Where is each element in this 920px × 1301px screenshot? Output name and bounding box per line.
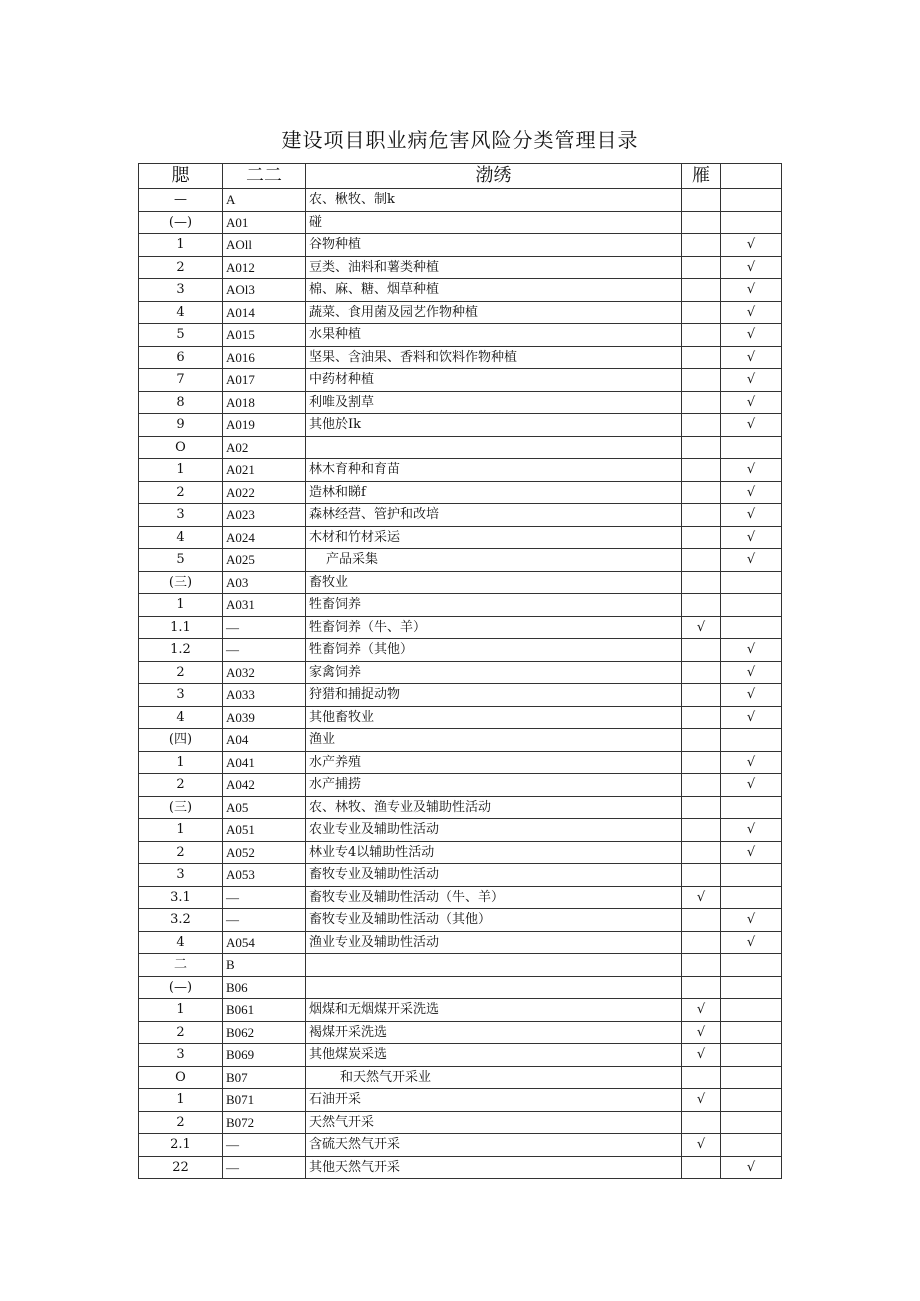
- row-severe-mark: [682, 301, 721, 324]
- row-no: 4: [139, 301, 223, 324]
- row-no: 4: [139, 931, 223, 954]
- row-name: 利唯及割草: [306, 391, 682, 414]
- row-severe-mark: √: [682, 1089, 721, 1112]
- row-severe-mark: √: [682, 1134, 721, 1157]
- row-severe-mark: [682, 279, 721, 302]
- table-row: [139, 391, 782, 414]
- row-code: A012: [223, 256, 306, 279]
- row-code: B061: [223, 999, 306, 1022]
- table-row: [139, 346, 782, 369]
- row-code: A032: [223, 661, 306, 684]
- row-general-mark: √: [721, 459, 782, 482]
- row-general-mark: [721, 999, 782, 1022]
- table-header-row: [139, 164, 782, 189]
- row-severe-mark: [682, 774, 721, 797]
- row-severe-mark: √: [682, 886, 721, 909]
- row-general-mark: [721, 886, 782, 909]
- row-no: 2: [139, 774, 223, 797]
- table-row: [139, 504, 782, 527]
- row-name: 水果种植: [306, 324, 682, 347]
- row-no: —: [139, 189, 223, 212]
- table-row: [139, 886, 782, 909]
- table-row: [139, 324, 782, 347]
- row-code: A022: [223, 481, 306, 504]
- row-general-mark: √: [721, 841, 782, 864]
- row-code: A021: [223, 459, 306, 482]
- row-code: A015: [223, 324, 306, 347]
- row-name: 其他畜牧业: [306, 706, 682, 729]
- table-row: [139, 549, 782, 572]
- row-code: A01: [223, 211, 306, 234]
- row-no: 22: [139, 1156, 223, 1179]
- row-general-mark: [721, 616, 782, 639]
- row-general-mark: [721, 954, 782, 977]
- row-code: B072: [223, 1111, 306, 1134]
- row-general-mark: √: [721, 1156, 782, 1179]
- row-name: 和天然气开采业: [306, 1066, 682, 1089]
- row-name: 石油开采: [306, 1089, 682, 1112]
- row-code: —: [223, 1134, 306, 1157]
- table-row: [139, 279, 782, 302]
- table-row: [139, 729, 782, 752]
- row-general-mark: [721, 796, 782, 819]
- table-row: [139, 481, 782, 504]
- row-name: 水产养殖: [306, 751, 682, 774]
- header-no: 腮: [139, 164, 223, 189]
- row-general-mark: √: [721, 301, 782, 324]
- header-severe: 雁: [682, 164, 721, 189]
- row-severe-mark: [682, 436, 721, 459]
- row-name: [306, 976, 682, 999]
- table-row: [139, 414, 782, 437]
- row-code: —: [223, 616, 306, 639]
- table-row: [139, 954, 782, 977]
- row-name: 坚果、含油果、香料和饮料作物种植: [306, 346, 682, 369]
- row-general-mark: √: [721, 504, 782, 527]
- row-general-mark: √: [721, 324, 782, 347]
- row-no: 3: [139, 1044, 223, 1067]
- row-no: 2: [139, 841, 223, 864]
- row-name: 水产捕捞: [306, 774, 682, 797]
- header-name: 渤绣: [306, 164, 682, 189]
- row-no: 3.1: [139, 886, 223, 909]
- row-general-mark: [721, 594, 782, 617]
- row-code: B06: [223, 976, 306, 999]
- row-code: A04: [223, 729, 306, 752]
- row-code: A054: [223, 931, 306, 954]
- table-row: [139, 684, 782, 707]
- row-code: —: [223, 639, 306, 662]
- row-general-mark: √: [721, 931, 782, 954]
- table-row: [139, 976, 782, 999]
- table-row: [139, 796, 782, 819]
- row-code: A05: [223, 796, 306, 819]
- classification-table: [138, 163, 782, 1179]
- row-code: A03: [223, 571, 306, 594]
- row-code: AOll: [223, 234, 306, 257]
- table-row: [139, 774, 782, 797]
- row-severe-mark: [682, 1066, 721, 1089]
- row-name: 褐煤开采洗选: [306, 1021, 682, 1044]
- table-row: [139, 1111, 782, 1134]
- row-general-mark: √: [721, 819, 782, 842]
- row-name: 农业专业及辅助性活动: [306, 819, 682, 842]
- row-code: B069: [223, 1044, 306, 1067]
- row-no: O: [139, 436, 223, 459]
- row-name: 烟煤和无烟煤开采洗选: [306, 999, 682, 1022]
- table-row: [139, 909, 782, 932]
- row-general-mark: √: [721, 481, 782, 504]
- row-general-mark: √: [721, 774, 782, 797]
- row-general-mark: [721, 976, 782, 999]
- row-general-mark: √: [721, 391, 782, 414]
- table-row: [139, 436, 782, 459]
- row-severe-mark: √: [682, 999, 721, 1022]
- row-name: 家禽饲养: [306, 661, 682, 684]
- row-general-mark: √: [721, 279, 782, 302]
- row-general-mark: [721, 1134, 782, 1157]
- row-no: (—): [139, 211, 223, 234]
- row-no: 5: [139, 324, 223, 347]
- row-no: 1: [139, 819, 223, 842]
- row-general-mark: [721, 189, 782, 212]
- row-no: 2: [139, 481, 223, 504]
- row-no: 2.1: [139, 1134, 223, 1157]
- row-severe-mark: [682, 976, 721, 999]
- row-code: A052: [223, 841, 306, 864]
- table-row: [139, 1134, 782, 1157]
- row-severe-mark: [682, 1111, 721, 1134]
- row-code: —: [223, 886, 306, 909]
- table-row: [139, 819, 782, 842]
- row-severe-mark: [682, 481, 721, 504]
- row-name: 中药材种植: [306, 369, 682, 392]
- row-name: [306, 954, 682, 977]
- row-no: 2: [139, 1021, 223, 1044]
- row-general-mark: [721, 1089, 782, 1112]
- row-no: 5: [139, 549, 223, 572]
- row-code: —: [223, 909, 306, 932]
- table-row: [139, 256, 782, 279]
- row-name: 渔业: [306, 729, 682, 752]
- row-severe-mark: [682, 256, 721, 279]
- row-code: A016: [223, 346, 306, 369]
- table-row: [139, 459, 782, 482]
- row-no: 7: [139, 369, 223, 392]
- row-no: (四): [139, 729, 223, 752]
- row-name: 牲畜饲养（牛、羊）: [306, 616, 682, 639]
- row-severe-mark: [682, 459, 721, 482]
- table-row: [139, 211, 782, 234]
- row-code: B07: [223, 1066, 306, 1089]
- row-general-mark: √: [721, 661, 782, 684]
- row-general-mark: [721, 211, 782, 234]
- row-general-mark: [721, 1044, 782, 1067]
- row-severe-mark: [682, 751, 721, 774]
- row-no: 3.2: [139, 909, 223, 932]
- table-row: [139, 369, 782, 392]
- row-name: 产品采集: [306, 549, 682, 572]
- row-code: B071: [223, 1089, 306, 1112]
- row-severe-mark: √: [682, 1021, 721, 1044]
- row-code: A02: [223, 436, 306, 459]
- row-severe-mark: [682, 864, 721, 887]
- row-code: A: [223, 189, 306, 212]
- row-code: A025: [223, 549, 306, 572]
- row-code: AOl3: [223, 279, 306, 302]
- row-severe-mark: [682, 369, 721, 392]
- row-no: 1: [139, 751, 223, 774]
- table-row: [139, 301, 782, 324]
- row-no: O: [139, 1066, 223, 1089]
- table-row: [139, 1066, 782, 1089]
- row-no: 2: [139, 661, 223, 684]
- row-general-mark: √: [721, 549, 782, 572]
- row-code: A039: [223, 706, 306, 729]
- row-name: 其他煤炭采选: [306, 1044, 682, 1067]
- row-no: 二: [139, 954, 223, 977]
- row-severe-mark: [682, 954, 721, 977]
- row-general-mark: [721, 729, 782, 752]
- row-no: 9: [139, 414, 223, 437]
- row-general-mark: √: [721, 706, 782, 729]
- table-row: [139, 999, 782, 1022]
- row-no: 8: [139, 391, 223, 414]
- row-name: 木材和竹材采运: [306, 526, 682, 549]
- table-row: [139, 864, 782, 887]
- table-row: [139, 234, 782, 257]
- row-severe-mark: [682, 324, 721, 347]
- row-name: 牲畜饲养: [306, 594, 682, 617]
- row-code: A042: [223, 774, 306, 797]
- row-code: A018: [223, 391, 306, 414]
- row-severe-mark: [682, 526, 721, 549]
- row-name: 棉、麻、糖、烟草种植: [306, 279, 682, 302]
- row-name: 豆类、油料和薯类种植: [306, 256, 682, 279]
- table-row: [139, 1044, 782, 1067]
- row-severe-mark: [682, 549, 721, 572]
- row-no: (三): [139, 796, 223, 819]
- row-name: 造林和睇f: [306, 481, 682, 504]
- row-name: 其他於Ik: [306, 414, 682, 437]
- row-code: A053: [223, 864, 306, 887]
- row-name: 碰: [306, 211, 682, 234]
- row-general-mark: √: [721, 684, 782, 707]
- row-severe-mark: [682, 661, 721, 684]
- row-code: A019: [223, 414, 306, 437]
- row-no: (三): [139, 571, 223, 594]
- row-name: 林木育种和育苗: [306, 459, 682, 482]
- row-name: 谷物种植: [306, 234, 682, 257]
- row-name: 农、林牧、渔专业及辅助性活动: [306, 796, 682, 819]
- row-name: 林业专4以辅助性活动: [306, 841, 682, 864]
- row-no: 1: [139, 594, 223, 617]
- row-name: 狩猎和捕捉动物: [306, 684, 682, 707]
- table-row: [139, 526, 782, 549]
- row-severe-mark: [682, 346, 721, 369]
- header-general: [721, 164, 782, 189]
- row-general-mark: [721, 1066, 782, 1089]
- row-no: 6: [139, 346, 223, 369]
- table-row: [139, 841, 782, 864]
- row-general-mark: √: [721, 909, 782, 932]
- row-no: 1: [139, 1089, 223, 1112]
- table-row: [139, 1089, 782, 1112]
- row-severe-mark: [682, 796, 721, 819]
- row-severe-mark: [682, 504, 721, 527]
- row-severe-mark: [682, 909, 721, 932]
- row-code: A041: [223, 751, 306, 774]
- row-general-mark: √: [721, 414, 782, 437]
- row-severe-mark: √: [682, 616, 721, 639]
- row-name: 畜牧专业及辅助性活动: [306, 864, 682, 887]
- row-name: 含硫天然气开采: [306, 1134, 682, 1157]
- row-name: 蔬菜、食用菌及园艺作物种植: [306, 301, 682, 324]
- row-severe-mark: [682, 211, 721, 234]
- row-no: 2: [139, 256, 223, 279]
- table-row: [139, 571, 782, 594]
- row-code: B: [223, 954, 306, 977]
- row-severe-mark: [682, 729, 721, 752]
- row-code: A023: [223, 504, 306, 527]
- row-name: 森林经营、管护和改培: [306, 504, 682, 527]
- row-general-mark: [721, 1021, 782, 1044]
- row-no: 3: [139, 864, 223, 887]
- row-no: 3: [139, 279, 223, 302]
- row-name: 渔业专业及辅助性活动: [306, 931, 682, 954]
- row-general-mark: [721, 1111, 782, 1134]
- table-row: [139, 1156, 782, 1179]
- row-name: 畜牧专业及辅助性活动（其他）: [306, 909, 682, 932]
- row-no: 3: [139, 684, 223, 707]
- row-severe-mark: [682, 819, 721, 842]
- row-code: A031: [223, 594, 306, 617]
- row-general-mark: [721, 571, 782, 594]
- row-code: A014: [223, 301, 306, 324]
- row-name: 畜牧业: [306, 571, 682, 594]
- row-general-mark: √: [721, 639, 782, 662]
- row-severe-mark: [682, 391, 721, 414]
- table-row: [139, 189, 782, 212]
- row-severe-mark: √: [682, 1044, 721, 1067]
- table-row: [139, 1021, 782, 1044]
- row-general-mark: √: [721, 234, 782, 257]
- row-severe-mark: [682, 414, 721, 437]
- row-no: 4: [139, 526, 223, 549]
- table-row: [139, 661, 782, 684]
- row-severe-mark: [682, 931, 721, 954]
- row-general-mark: [721, 436, 782, 459]
- row-no: 1.2: [139, 639, 223, 662]
- row-name: 其他天然气开采: [306, 1156, 682, 1179]
- row-general-mark: √: [721, 369, 782, 392]
- row-no: 4: [139, 706, 223, 729]
- row-code: A024: [223, 526, 306, 549]
- row-no: (—): [139, 976, 223, 999]
- row-general-mark: √: [721, 751, 782, 774]
- row-severe-mark: [682, 234, 721, 257]
- row-code: A033: [223, 684, 306, 707]
- row-no: 1: [139, 234, 223, 257]
- row-code: A051: [223, 819, 306, 842]
- table-row: [139, 594, 782, 617]
- row-no: 3: [139, 504, 223, 527]
- row-severe-mark: [682, 639, 721, 662]
- table-row: [139, 639, 782, 662]
- row-general-mark: [721, 864, 782, 887]
- row-severe-mark: [682, 706, 721, 729]
- row-severe-mark: [682, 684, 721, 707]
- row-code: B062: [223, 1021, 306, 1044]
- row-name: 畜牧专业及辅助性活动（牛、羊）: [306, 886, 682, 909]
- table-row: [139, 616, 782, 639]
- row-no: 2: [139, 1111, 223, 1134]
- row-severe-mark: [682, 1156, 721, 1179]
- row-no: 1: [139, 999, 223, 1022]
- row-no: 1.1: [139, 616, 223, 639]
- row-name: 农、楸牧、制k: [306, 189, 682, 212]
- row-general-mark: √: [721, 346, 782, 369]
- document-title: 建设项目职业病危害风险分类管理目录: [281, 128, 639, 152]
- row-code: A017: [223, 369, 306, 392]
- row-general-mark: √: [721, 526, 782, 549]
- row-severe-mark: [682, 841, 721, 864]
- header-code: 二二: [223, 164, 306, 189]
- row-name: [306, 436, 682, 459]
- row-severe-mark: [682, 189, 721, 212]
- row-code: —: [223, 1156, 306, 1179]
- table-row: [139, 751, 782, 774]
- row-severe-mark: [682, 571, 721, 594]
- table-row: [139, 931, 782, 954]
- row-name: 天然气开采: [306, 1111, 682, 1134]
- row-general-mark: √: [721, 256, 782, 279]
- row-no: 1: [139, 459, 223, 482]
- row-severe-mark: [682, 594, 721, 617]
- table-row: [139, 706, 782, 729]
- row-name: 牲畜饲养（其他）: [306, 639, 682, 662]
